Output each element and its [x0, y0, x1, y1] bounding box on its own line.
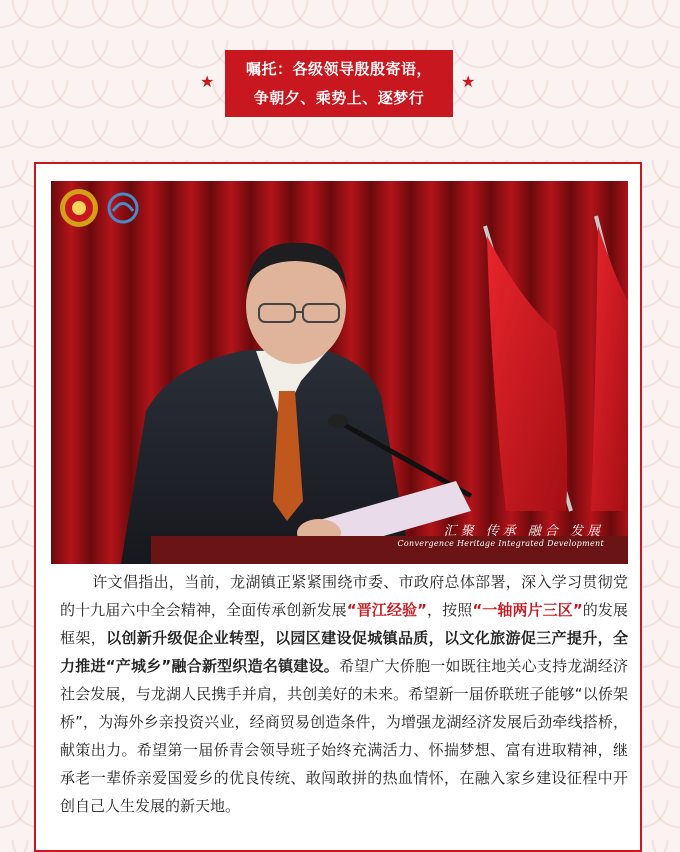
section-title-banner — [225, 50, 453, 117]
photo-caption-en: Convergence Heritage Integrated Development — [397, 539, 604, 548]
article-text-4: 希望广大侨胞一如既往地关心支持龙湖经济社会发展，与龙湖人民携手并肩，共创美好的未来。希望新一届侨联班子能够“以侨架桥”，为海外乡亲投资兴业，经商贸易创造条件，为增强龙湖经济发展后劲牵线搭桥，献策出力。希望第一届侨青会领导班子始终充满活力、怀揣梦想、富有进取精神，继承老一辈侨亲爱国爱乡的优良传统、敢闯敢拼的热血情怀，在融入家乡建设征程中开创自己人生发展的新天地。 — [60, 657, 628, 815]
star-icon-right: ★ — [461, 72, 476, 91]
article-text-2: ，按照 — [426, 601, 473, 619]
article-bold-text: 以创新升级促企业转型，以园区建设促城镇品质，以文化旅游促三产提升，全力推进“产城乡”融合新型织造名镇建设。 — [60, 629, 628, 675]
article-text-3: 的发展框架， — [60, 601, 628, 647]
section-title-line2: 争朝夕、乘势上、逐梦行 — [253, 88, 425, 107]
photo-caption — [398, 520, 605, 548]
section-header — [0, 0, 680, 160]
photo-illustration — [51, 181, 628, 564]
highlight-jinjiang-experience: “晋江经验” — [346, 601, 427, 619]
star-icon-left: ★ — [200, 72, 215, 91]
article-body — [60, 568, 628, 820]
section-title-line1: 嘱托：各级领导殷殷寄语， — [245, 59, 432, 78]
photo-caption-cn: 汇聚 传承 融合 发展 — [443, 524, 604, 539]
article-text-1: 许文倡指出，当前，龙湖镇正紧紧围绕市委、市政府总体部署，深入学习贯彻党的十九届六中全会精神，全面传承创新发展 — [60, 573, 628, 619]
highlight-one-axis: “一轴两片三区” — [472, 601, 583, 619]
speaker-photo[interactable] — [51, 181, 628, 564]
